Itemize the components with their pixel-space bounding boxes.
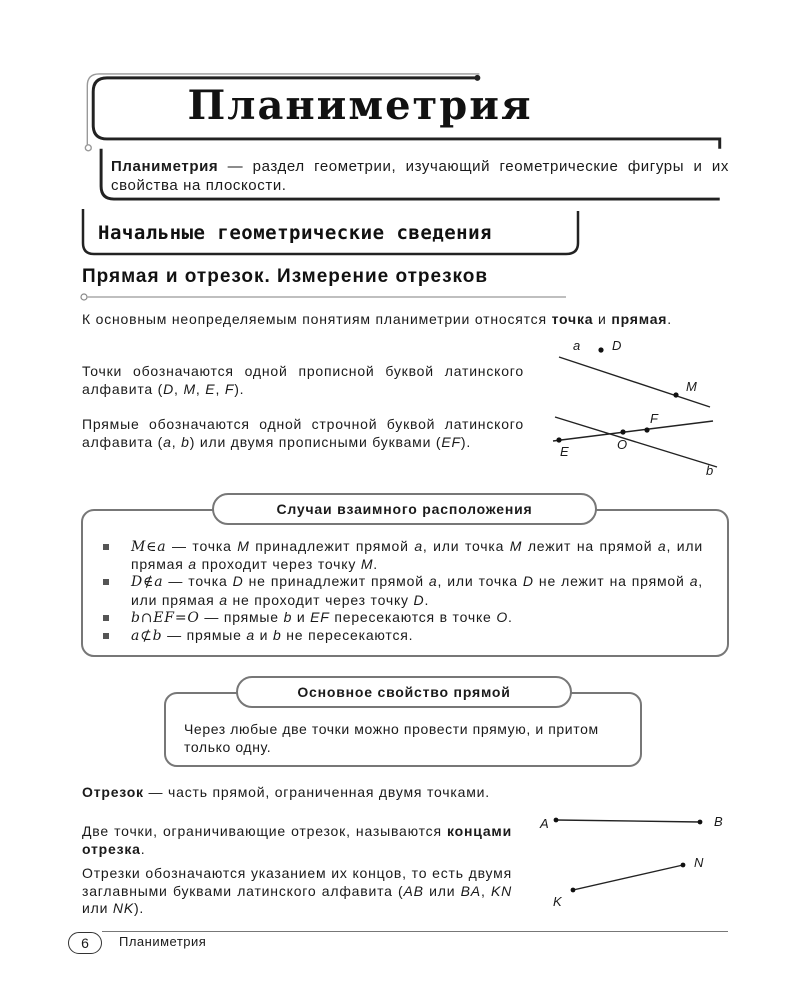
- bullet-icon: [103, 633, 109, 639]
- point-o: [620, 429, 625, 434]
- page-title: Планиметрия: [187, 82, 533, 129]
- segment-ab: [556, 820, 700, 822]
- case-symbol: D∉a: [131, 574, 164, 591]
- running-title: Планиметрия: [119, 934, 207, 949]
- case-symbol: b∩EF=O: [131, 609, 200, 626]
- label-seg-b: B: [714, 814, 723, 829]
- definition-text: [111, 157, 729, 195]
- case-item: [103, 609, 703, 627]
- segment-definition: Отрезок — часть прямой, ограниченная двумя точками.: [82, 784, 490, 800]
- label-f: F: [650, 411, 658, 426]
- intro-paragraph-1: К основным неопределяемым понятиям планиметрии относятся точка и прямая.: [82, 311, 672, 327]
- point-f: [644, 427, 649, 432]
- point-e: [556, 437, 561, 442]
- case-symbol: M∈a: [131, 539, 167, 555]
- segments-figure: [545, 808, 715, 903]
- page-number: 6: [68, 932, 102, 954]
- case-item: [103, 573, 703, 608]
- case-item: [103, 538, 703, 573]
- intro-paragraph-2: Точки обозначаются одной прописной буквой латинского алфавита (D, M, E, F).: [82, 363, 524, 397]
- label-seg-k: K: [553, 894, 562, 909]
- label-m: M: [686, 379, 697, 394]
- segment-notation: Отрезки обозначаются указанием их концов, то есть двумя заглавными буквами латинского алфавита (AB или BA, KN или NK).: [82, 865, 513, 916]
- segment-ends: Две точки, ограничивающие отрезок, называются концами отрезка.: [82, 823, 512, 857]
- footer-rule: [102, 931, 728, 932]
- section-title: Начальные геометрические сведения: [98, 222, 492, 244]
- case-text: — прямые a и b не пересекаются.: [162, 627, 414, 644]
- case-text: — точка M принадлежит прямой a, или точка M лежит на прямой a, или прямая a проходит через точку M.: [131, 538, 703, 573]
- case-text: — точка D не принадлежит прямой a, или точка D не лежит на прямой a, или прямая a не проходит через точку D.: [131, 573, 703, 608]
- point-a: [554, 818, 559, 823]
- point-d: [598, 347, 603, 352]
- label-o: O: [617, 437, 628, 452]
- bullet-icon: [103, 544, 109, 550]
- label-d: D: [612, 338, 622, 353]
- label-seg-n: N: [694, 855, 704, 870]
- subsection-title: Прямая и отрезок. Измерение отрезков: [82, 266, 489, 287]
- property-box-title: Основное свойство прямой: [297, 684, 511, 700]
- segment-kn: [573, 865, 683, 890]
- line-b: [555, 417, 717, 467]
- point-k: [571, 888, 576, 893]
- bullet-icon: [103, 615, 109, 621]
- cases-box-title: Случаи взаимного расположения: [276, 501, 533, 517]
- point-m: [673, 392, 678, 397]
- case-symbol: a⊄b: [131, 628, 163, 645]
- point-n: [681, 863, 686, 868]
- case-text: — прямые b и EF пересекаются в точке O.: [199, 608, 513, 625]
- label-e: E: [560, 444, 569, 459]
- property-box-text: Через любые две точки можно провести прямую, и притом только одну.: [184, 721, 599, 755]
- label-a: a: [573, 338, 581, 353]
- definition-body: — раздел геометрии, изучающий геометрические фигуры и их свойства на плоскости.: [111, 158, 729, 194]
- subsection-underline: [80, 293, 570, 301]
- intro-paragraph-3: Прямые обозначаются одной строчной буквой латинского алфавита (a, b) или двумя прописными буквами (EF).: [82, 416, 524, 450]
- definition-term: Планиметрия: [111, 158, 219, 175]
- point-b: [698, 820, 703, 825]
- case-item: [103, 627, 703, 645]
- label-b: b: [706, 463, 714, 478]
- label-seg-a: A: [540, 816, 549, 831]
- cases-list: [103, 538, 703, 645]
- bullet-icon: [103, 579, 109, 585]
